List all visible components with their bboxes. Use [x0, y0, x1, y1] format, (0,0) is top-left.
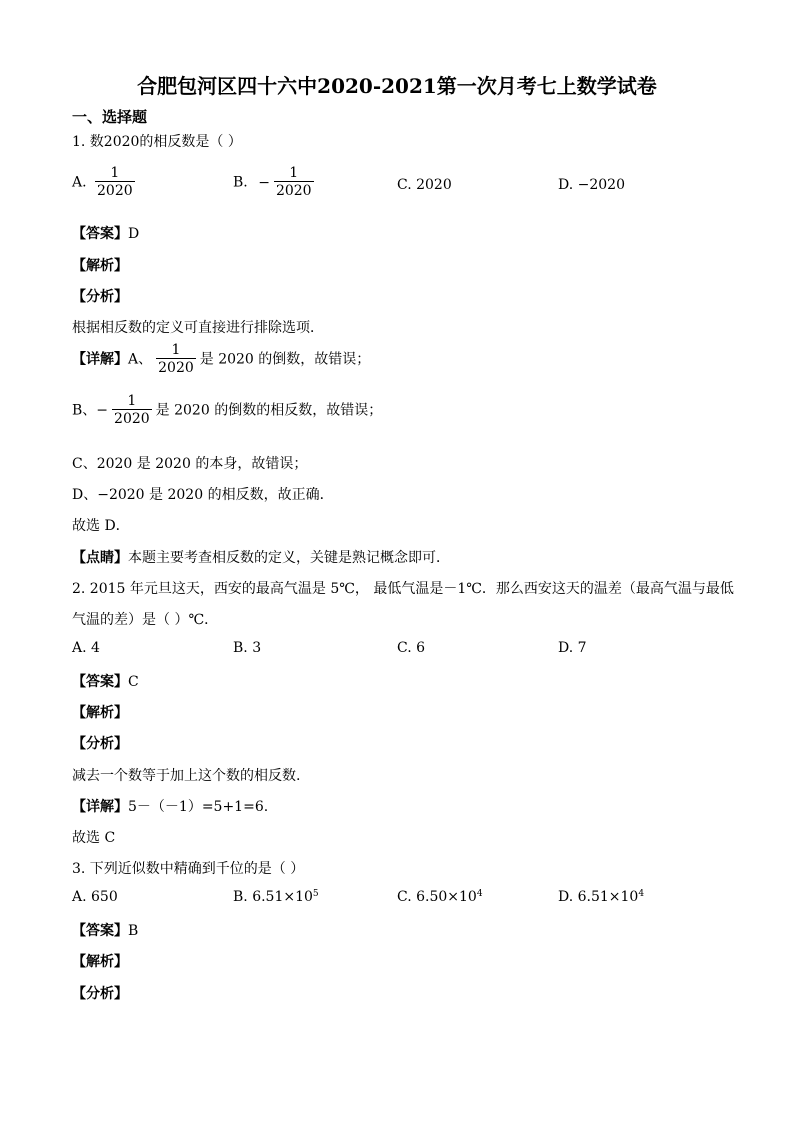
q1-option-b — [233, 165, 318, 200]
q2-option-a: A. 4 — [72, 640, 100, 656]
q3-jiexi: 【解析】 — [72, 954, 128, 970]
detail-tag: 【详解】 — [72, 351, 128, 368]
q2-detail — [72, 796, 268, 816]
fraction-numerator: 1 — [127, 393, 137, 409]
q1-fenxi: 【分析】 — [72, 289, 128, 305]
fraction-denominator: 2020 — [97, 183, 133, 199]
q2-option-b: B. 3 — [233, 640, 262, 656]
answer-value: D — [128, 226, 140, 242]
q1-analysis: 根据相反数的定义可直接进行排除选项． — [72, 320, 324, 336]
q3-option-a: A. 650 — [72, 889, 118, 905]
q3-fenxi: 【分析】 — [72, 986, 128, 1002]
q1-option-b-sign: − — [258, 174, 270, 191]
q2-choose: 故选 C — [72, 830, 116, 846]
q1-option-a-label: A. — [72, 174, 87, 191]
q1-stem: 1. 数2020的相反数是（ ） — [72, 134, 242, 150]
detail-text: 5－（－1）=5+1=6. — [128, 799, 269, 815]
answer-tag: 【答案】 — [72, 226, 128, 242]
q1-option-b-fraction — [274, 165, 314, 200]
option-exponent: 5 — [312, 889, 319, 899]
fraction-denominator: 2020 — [114, 411, 150, 427]
q2-jiexi: 【解析】 — [72, 705, 128, 721]
q3-option-d — [558, 889, 644, 905]
q2-answer — [72, 671, 139, 691]
answer-value: C — [128, 674, 139, 690]
option-exponent: 4 — [638, 889, 645, 899]
detail-tag: 【详解】 — [72, 799, 128, 815]
q2-option-d: D. 7 — [558, 640, 587, 656]
q1-option-a — [72, 165, 139, 200]
q1-detail-c: C、2020 是 2020 的本身，故错误； — [72, 456, 308, 472]
answer-value: B — [128, 923, 139, 939]
detail-b-fraction — [112, 393, 152, 428]
q1-answer — [72, 223, 139, 243]
page-title: 合肥包河区四十六中2020-2021第一次月考七上数学试卷 — [137, 74, 657, 98]
fraction-denominator: 2020 — [275, 183, 312, 199]
detail-b-prefix: B、− — [72, 402, 109, 419]
detail-a-suffix: 是 2020 的倒数，故错误； — [199, 351, 371, 368]
q2-stem-line1: 2. 2015 年元旦这天，西安的最高气温是 5℃， 最低气温是－1℃．那么西安这天的温差（最高气温与最低 — [72, 581, 734, 597]
q2-fenxi: 【分析】 — [72, 736, 128, 752]
option-base: D. 6.51×10 — [558, 889, 639, 905]
q1-detail-b — [72, 393, 382, 428]
answer-tag: 【答案】 — [72, 923, 128, 939]
q1-choose: 故选 D． — [72, 518, 130, 534]
option-base: B. 6.51×10 — [233, 889, 313, 905]
comment-text: 本题主要考查相反数的定义，关键是熟记概念即可． — [128, 550, 450, 566]
detail-b-suffix: 是 2020 的倒数的相反数，故错误； — [155, 402, 383, 419]
q1-option-d: D. −2020 — [558, 177, 625, 193]
option-exponent: 4 — [476, 889, 483, 899]
detail-a-prefix: A、 — [128, 351, 153, 368]
fraction-numerator: 1 — [171, 342, 181, 358]
q1-option-a-fraction — [95, 165, 135, 200]
q1-detail-a — [72, 342, 370, 377]
q1-option-b-label: B. — [233, 174, 248, 191]
q3-stem: 3. 下列近似数中精确到千位的是（ ） — [72, 861, 305, 877]
detail-a-fraction — [156, 342, 196, 377]
section-heading: 一、选择题 — [72, 108, 148, 126]
q3-option-c — [397, 889, 483, 905]
q1-detail-d: D、−2020 是 2020 的相反数，故正确． — [72, 487, 334, 503]
q1-comment — [72, 547, 450, 567]
q2-analysis: 减去一个数等于加上这个数的相反数. — [72, 768, 301, 784]
q2-stem-line2: 气温的差）是（ ）℃． — [72, 612, 219, 628]
answer-tag: 【答案】 — [72, 674, 128, 690]
q1-option-c: C. 2020 — [397, 177, 452, 193]
q3-option-b — [233, 889, 319, 905]
fraction-numerator: 1 — [110, 165, 120, 181]
fraction-numerator: 1 — [289, 165, 299, 181]
q3-answer — [72, 920, 138, 940]
q1-jiexi: 【解析】 — [72, 258, 128, 274]
q2-option-c: C. 6 — [397, 640, 426, 656]
comment-tag: 【点睛】 — [72, 550, 128, 566]
fraction-denominator: 2020 — [158, 360, 194, 376]
option-base: C. 6.50×10 — [397, 889, 477, 905]
